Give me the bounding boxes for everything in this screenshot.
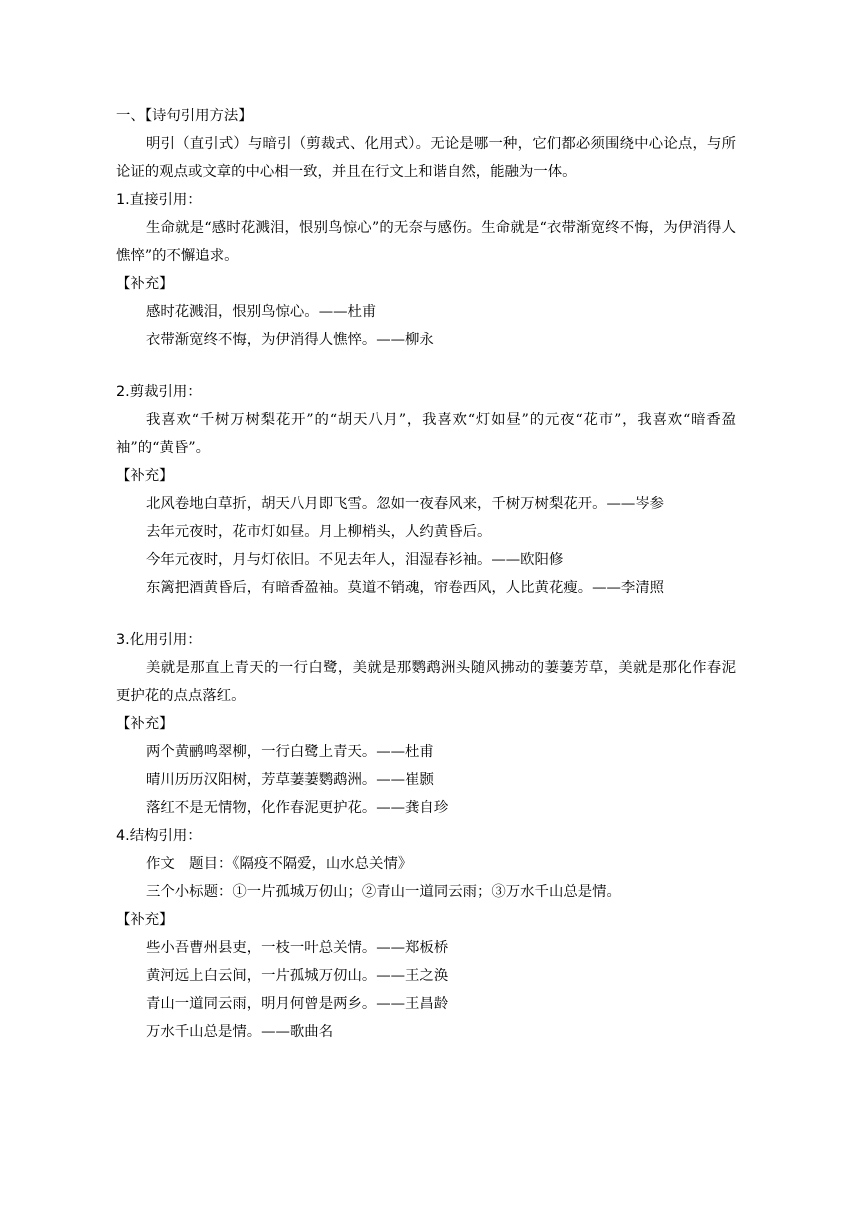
- section-3-supplement-line: 晴川历历汉阳树，芳草萋萋鹦鹉洲。——崔颢: [146, 772, 434, 788]
- section-1-heading: 1.直接引用：: [116, 192, 202, 208]
- section-3-supplement-line: 落红不是无情物，化作春泥更护花。——龚自珍: [146, 800, 449, 816]
- section-2-supplement-label: 【补充】: [116, 468, 174, 484]
- section-4-supplement-label: 【补充】: [116, 912, 174, 928]
- section-1-supplement-line: 衣带渐宽终不悔，为伊消得人憔悴。——柳永: [146, 332, 434, 348]
- spacer: [116, 602, 736, 626]
- section-4-heading: 4.结构引用：: [116, 828, 202, 844]
- section-4-line: 作文 题目：《隔疫不隔爱，山水总关情》: [146, 856, 413, 872]
- section-3-heading: 3.化用引用：: [116, 632, 202, 648]
- section-1-supplement-line: 感时花溅泪，恨别鸟惊心。——杜甫: [146, 304, 377, 320]
- intro-paragraph: 明引（直引式）与暗引（剪裁式、化用式）。无论是哪一种，它们都必须围绕中心论点，与所论证的观点或文章的中心相一致，并且在行文上和谐自然，能融为一体。: [116, 136, 736, 180]
- section-3-supplement-label: 【补充】: [116, 716, 174, 732]
- document-page: [116, 102, 736, 1046]
- section-3-example: 美就是那直上青天的一行白鹭，美就是那鹦鹉洲头随风拂动的萋萋芳草，美就是那化作春泥更护花的点点落红。: [116, 660, 736, 704]
- section-1-example: 生命就是“感时花溅泪，恨别鸟惊心”的无奈与感伤。生命就是“衣带渐宽终不悔，为伊消得人憔悴”的不懈追求。: [116, 220, 736, 264]
- section-4-supplement-line: 些小吾曹州县吏，一枝一叶总关情。——郑板桥: [146, 940, 449, 956]
- section-4-line: 三个小标题：①一片孤城万仞山；②青山一道同云雨；③万水千山总是情。: [146, 884, 621, 900]
- section-title: 一、【诗句引用方法】: [116, 108, 253, 124]
- section-2-example: 我喜欢“千树万树梨花开”的“胡天八月”，我喜欢“灯如昼”的元夜“花市”，我喜欢“暗香盈袖”的“黄昏”。: [116, 412, 736, 456]
- section-2-supplement-line: 东篱把酒黄昏后，有暗香盈袖。莫道不销魂，帘卷西风，人比黄花瘦。——李清照: [146, 580, 665, 596]
- section-2-supplement-line: 去年元夜时，花市灯如昼。月上柳梢头，人约黄昏后。: [146, 524, 492, 540]
- section-2-supplement-line: 北风卷地白草折，胡天八月即飞雪。忽如一夜春风来，千树万树梨花开。——岑参: [146, 496, 665, 512]
- spacer: [116, 354, 736, 378]
- section-4-supplement-line: 黄河远上白云间，一片孤城万仞山。——王之涣: [146, 968, 449, 984]
- section-2-heading: 2.剪裁引用：: [116, 384, 202, 400]
- section-4-supplement-line: 万水千山总是情。——歌曲名: [146, 1024, 334, 1040]
- section-2-supplement-line: 今年元夜时，月与灯依旧。不见去年人，泪湿春衫袖。——欧阳修: [146, 552, 564, 568]
- section-4-supplement-line: 青山一道同云雨，明月何曾是两乡。——王昌龄: [146, 996, 449, 1012]
- section-3-supplement-line: 两个黄鹂鸣翠柳，一行白鹭上青天。——杜甫: [146, 744, 434, 760]
- section-1-supplement-label: 【补充】: [116, 276, 174, 292]
